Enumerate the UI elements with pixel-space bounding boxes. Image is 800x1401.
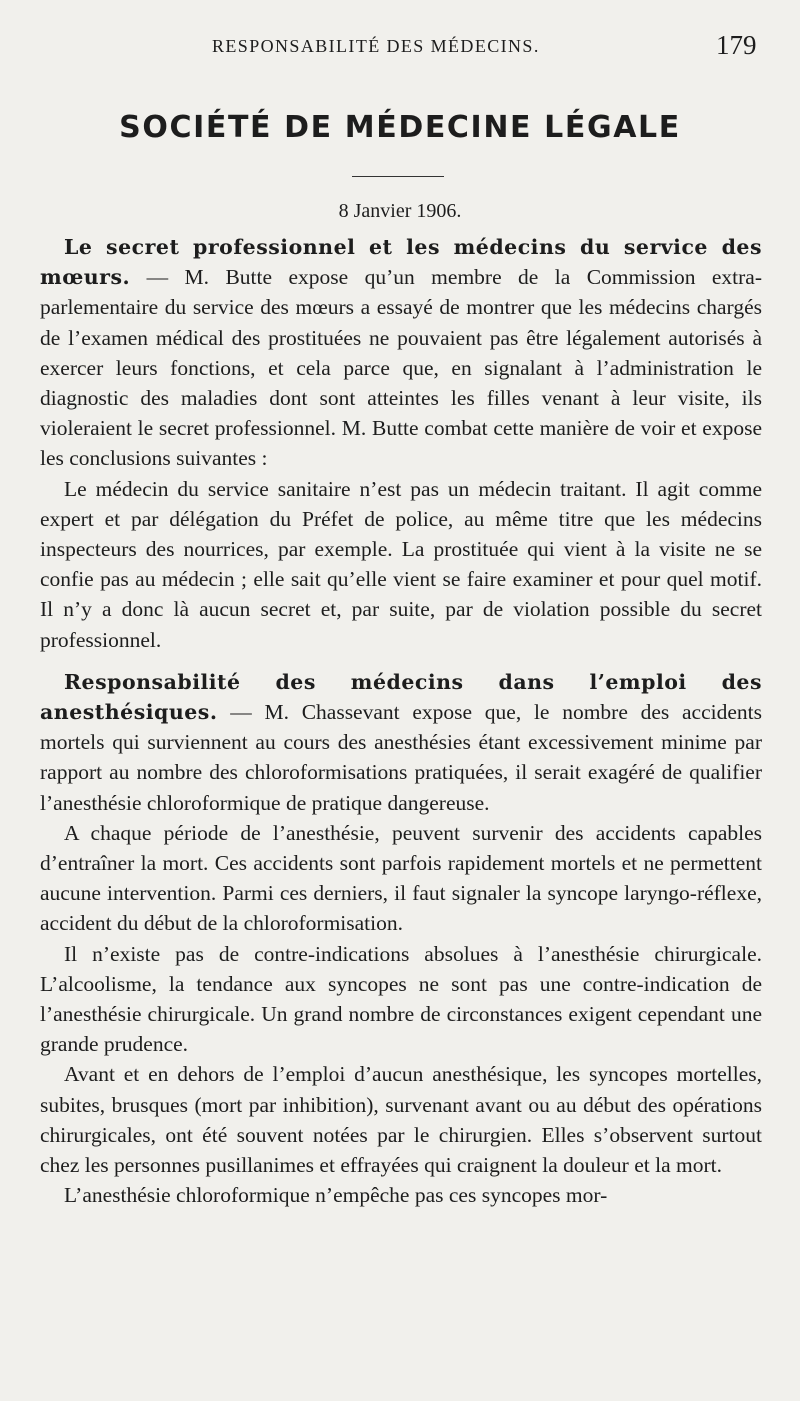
- section-2-heading: Responsabilité des médecins dans l’emploi des anesthésiques.: [40, 669, 762, 725]
- section-2-paragraph-3: Avant et en dehors de l’emploi d’aucun anesthésique, les syncopes mortelles, subites, brusques (mort par inhibition), survenant avant ou au début des opérations chirurgicales, ont été souvent notées par le chirurgien. Elles s’observent surtout chez les personnes pusillanimes et effrayées qui craignent la douleur et la mort.: [40, 1062, 762, 1178]
- title-rule: [352, 176, 444, 177]
- section-2-paragraph-2: Il n’existe pas de contre-indications absolues à l’anesthésie chirurgicale. L’alcoolisme, la tendance aux syncopes ne sont pas une contre-indication de l’anesthésie chirurgicale. Un grand nombre de circonstances exigent cependant une grande prudence.: [40, 941, 762, 1057]
- article-body: [40, 232, 762, 1211]
- section-1-heading: Le secret professionnel et les médecins du service des mœurs.: [40, 235, 762, 290]
- running-title: RESPONSABILITÉ DES MÉDECINS.: [212, 36, 540, 56]
- society-title: SOCIÉTÉ DE MÉDECINE LÉGALE: [119, 110, 681, 145]
- section-1-intro: — M. Butte expose qu’un membre de la Commission extra-parlementaire du service des mœurs a essayé de montrer que les médecins chargés de l’examen médical des prostituées ne pouvaient pas être légalement autorisés à exercer leurs fonctions, et cela parce que, en signalant à l’administration le diagnostic des maladies dont sont atteintes les filles venant à leur visite, ils violeraient le secret professionnel. M. Butte combat cette manière de voir et expose les conclusions suivantes :: [40, 265, 762, 471]
- section-1-intro-paragraph: [40, 232, 762, 474]
- section-2-intro: — M. Chassevant expose que, le nombre des accidents mortels qui surviennent au cours des anesthésies étant excessivement minime par rapport au nombre des chloroformisations pratiquées, il serait exagéré de qualifier l’anesthésie chloroformique de pratique dangereuse.: [40, 700, 762, 815]
- section-2-paragraph-1: A chaque période de l’anesthésie, peuvent survenir des accidents capables d’entraîner la mort. Ces accidents sont parfois rapidement mortels et ne permettent aucune intervention. Parmi ces derniers, il faut signaler la syncope laryngo-réflexe, accident du début de la chloroformisation.: [40, 820, 762, 936]
- section-2-intro-paragraph: [40, 667, 762, 818]
- session-date: 8 Janvier 1906.: [338, 200, 462, 222]
- section-2-paragraph-4: L’anesthésie chloroformique n’empêche pas ces syncopes mor-: [64, 1183, 608, 1208]
- page-number: 179: [716, 30, 757, 60]
- section-1-paragraph-1: Le médecin du service sanitaire n’est pas un médecin traitant. Il agit comme expert et par délégation du Préfet de police, au même titre que les médecins inspecteurs des nourrices, par exemple. La prostituée qui vient à la visite ne se confie pas au médecin ; elle sait qu’elle vient se faire examiner et pour quel motif. Il n’y a donc là aucun secret et, par suite, par de violation possible du secret professionnel.: [40, 476, 762, 652]
- running-header: [0, 30, 800, 64]
